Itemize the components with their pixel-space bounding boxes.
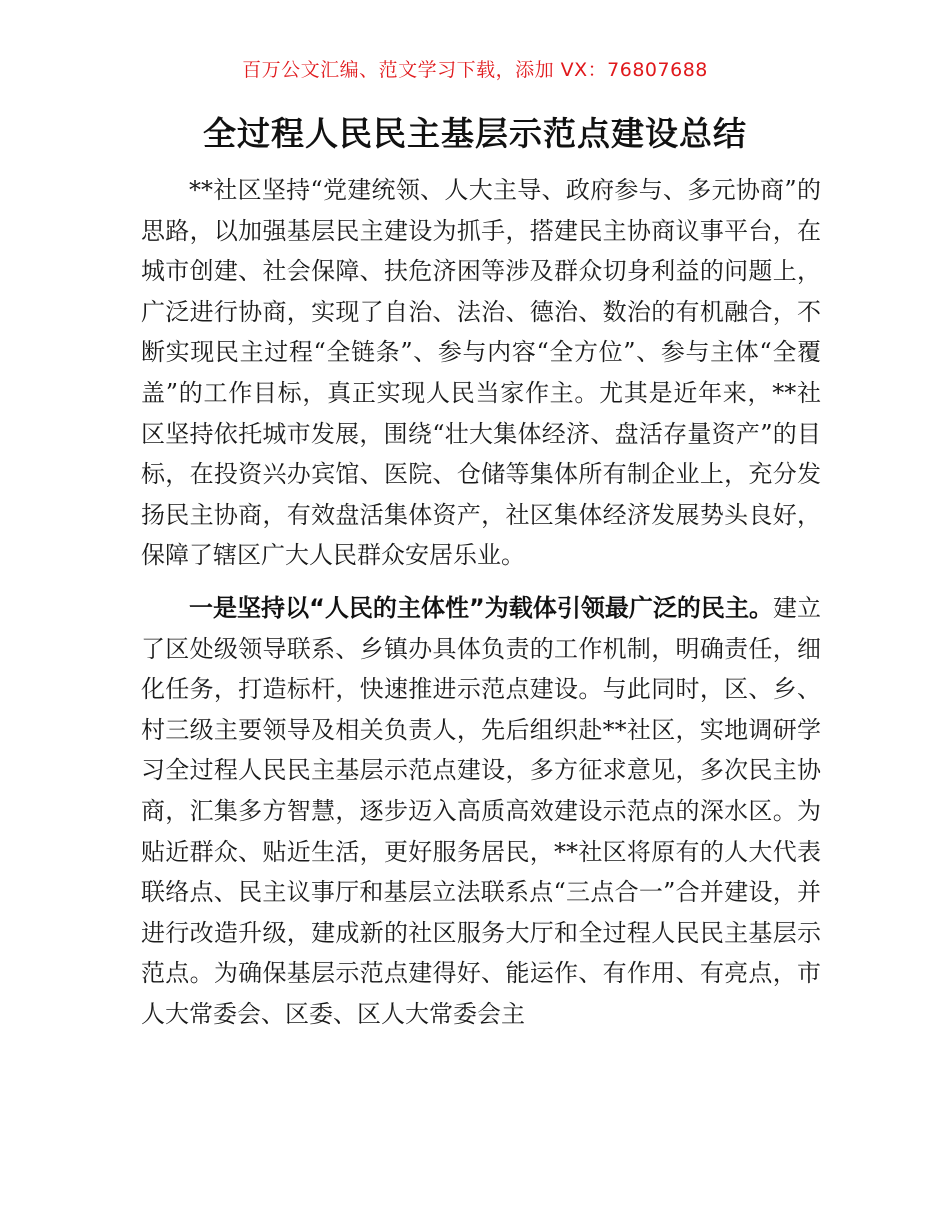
paragraph-text: 建立了区处级领导联系、乡镇办具体负责的工作机制，明确责任，细化任务，打造标杆，快速推进示范点建设。与此同时，区、乡、村三级主要领导及相关负责人，先后组织赴**社区，实地调研学习全过程人民民主基层示范点建设，多方征求意见，多次民主协商，汇集多方智慧，逐步迈入高质高效建设示范点的深水区。为贴近群众、贴近生活，更好服务居民，**社区将原有的人大代表联络点、民主议事厅和基层立法联系点“三点合一”合并建设，并进行改造升级，建成新的社区服务大厅和全过程人民民主基层示范点。为确保基层示范点建得好、能运作、有作用、有亮点，市人大常委会、区委、区人大常委会主 <box>141 593 822 1028</box>
promo-banner: 百万公文汇编、范文学习下载，添加 VX：76807688 <box>242 59 708 81</box>
paragraph-text: **社区坚持“党建统领、人大主导、政府参与、多元协商”的思路，以加强基层民主建设为抓手，搭建民主协商议事平台，在城市创建、社会保障、扶危济困等涉及群众切身利益的问题上，广泛进行协商，实现了自治、法治、德治、数治的有机融合，不断实现民主过程“全链条”、参与内容“全方位”、参与主体“全覆盖”的工作目标，真正实现人民当家作主。尤其是近年来，**社区坚持依托城市发展，围绕“壮大集体经济、盘活存量资产”的目标，在投资兴办宾馆、医院、仓储等集体所有制企业上，充分发扬民主协商，有效盘活集体资产，社区集体经济发展势头良好，保障了辖区广大人民群众安居乐业。 <box>141 176 821 570</box>
paragraph-lead: 一是坚持以“人民的主体性”为载体引领最广泛的民主。 <box>189 593 773 622</box>
paragraph-point-one <box>141 588 821 1035</box>
document-title: 全过程人民民主基层示范点建设总结 <box>203 114 747 153</box>
paragraph-intro <box>141 170 821 576</box>
document-body <box>141 170 821 1034</box>
